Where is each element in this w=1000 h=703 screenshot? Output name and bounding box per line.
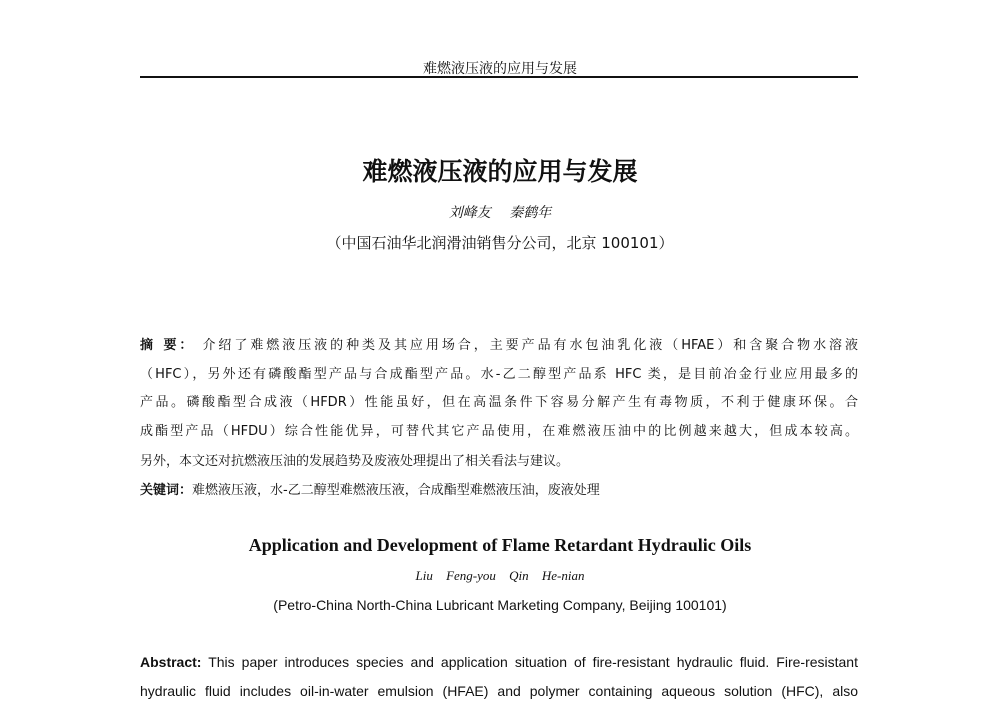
- keywords-cn-label: 关键词：: [140, 483, 193, 498]
- affiliation-en: (Petro-China North-China Lubricant Marketing Company, Beijing 100101): [273, 597, 727, 613]
- abstract-cn-line: 另外，本文还对抗燃液压油的发展趋势及废液处理提出了相关看法与建议。: [140, 454, 570, 469]
- abstract-cn-label: 摘 要：: [140, 338, 196, 353]
- abstract-cn-line: 成酯型产品（HFDU）综合性能优异，可替代其它产品使用，在难燃液压油中的比例越来越大，但成本较高。: [140, 424, 858, 439]
- abstract-cn-line: （HFC），另外还有磷酸酯型产品与合成酯型产品。水-乙二醇型产品系 HFC 类，是目前冶金行业应用最多的: [140, 367, 858, 382]
- header-rule: [140, 76, 858, 78]
- authors-cn: 刘峰友 秦鹤年: [448, 205, 552, 221]
- paper-title-cn: 难燃液压液的应用与发展: [362, 157, 638, 186]
- running-header: 难燃液压液的应用与发展: [423, 61, 577, 77]
- authors-en: Liu Feng-you Qin He-nian: [415, 568, 585, 583]
- keywords-cn: 关键词：难燃液压液，水-乙二醇型难燃液压液，合成酯型难燃液压油，废液处理: [140, 483, 600, 498]
- abstract-cn-line: 摘 要： 介绍了难燃液压液的种类及其应用场合，主要产品有水包油乳化液（HFAE）和含聚合物水溶液: [140, 338, 858, 353]
- abstract-en-line: hydraulic fluid includes oil-in-water emulsion (HFAE) and polymer containing aqueous solution (HFC), also: [140, 683, 858, 699]
- abstract-en-label: Abstract:: [140, 654, 202, 670]
- paper-title-en: Application and Development of Flame Retardant Hydraulic Oils: [248, 535, 752, 555]
- abstract-cn-line: 产品。磷酸酯型合成液（HFDR）性能虽好，但在高温条件下容易分解产生有毒物质，不利于健康环保。合: [140, 395, 858, 410]
- abstract-en-line: Abstract: This paper introduces species and application situation of fire-resistant hydraulic fluid. Fire-resistant: [140, 654, 858, 670]
- affiliation-cn: （中国石油华北润滑油销售分公司，北京 100101）: [326, 234, 674, 252]
